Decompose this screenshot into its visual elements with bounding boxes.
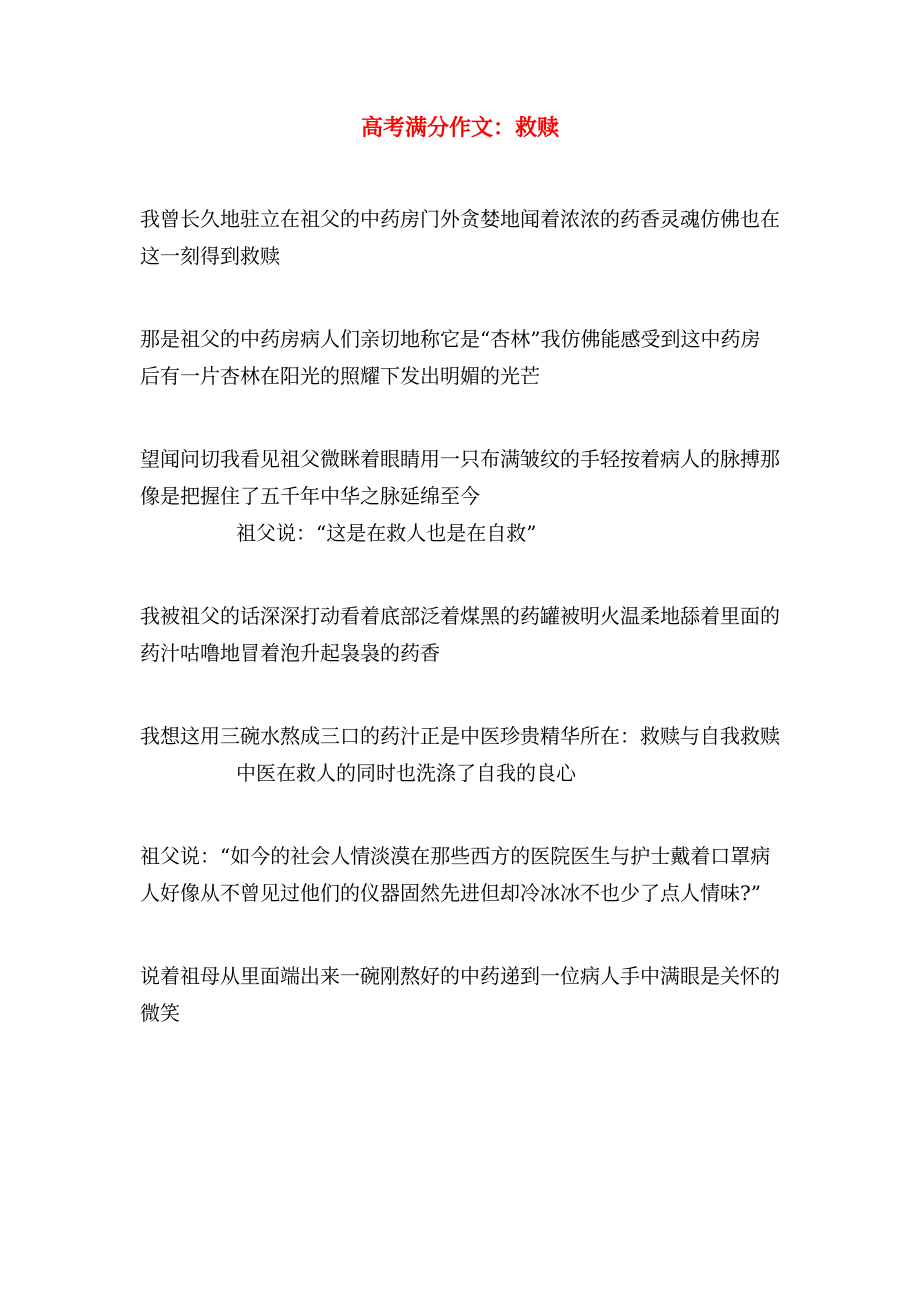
paragraph-gap <box>140 672 780 718</box>
paragraph-4-quote: 祖父说：“这是在救人也是在自救” <box>236 521 537 545</box>
paragraph-gap <box>140 552 780 598</box>
paragraph-gap <box>140 395 780 441</box>
paragraph-2: 那是祖父的中药房病人们亲切地称它是“杏林”我仿佛能感受到这中药房后有一片杏林在阳光的照耀下发出明媚的光芒 <box>140 327 761 388</box>
paragraph-7-indented: 中医在救人的同时也洗涤了自我的良心 <box>236 761 576 785</box>
paragraph-6: 我想这用三碗水熬成三口的药汁正是中医珍贵精华所在：救赎与自我救赎 <box>140 724 780 748</box>
paragraph-5: 我被祖父的话深深打动看着底部泛着煤黑的药罐被明火温柔地舔着里面的药汁咕噜地冒着泡升起袅袅的药香 <box>140 604 780 665</box>
document-title: 高考满分作文：救赎 <box>360 115 559 141</box>
paragraph-gap <box>140 792 780 838</box>
paragraph-3: 望闻问切我看见祖父微眯着眼睛用一只布满皱纹的手轻按着病人的脉搏那像是把握住了五千年中华之脉延绵至今 <box>140 447 780 508</box>
paragraph-gap <box>140 912 780 958</box>
paragraph-gap <box>140 275 780 321</box>
paragraph-8: 祖父说：“如今的社会人情淡漠在那些西方的医院医生与护士戴着口罩病人好像从不曾见过他们的仪器固然先进但却冷冰冰不也少了点人情味?” <box>140 844 771 905</box>
document-body <box>140 201 780 1032</box>
paragraph-9: 说着祖母从里面端出来一碗刚熬好的中药递到一位病人手中满眼是关怀的微笑 <box>140 964 780 1025</box>
paragraph-1: 我曾长久地驻立在祖父的中药房门外贪婪地闻着浓浓的药香灵魂仿佛也在这一刻得到救赎 <box>140 207 780 268</box>
